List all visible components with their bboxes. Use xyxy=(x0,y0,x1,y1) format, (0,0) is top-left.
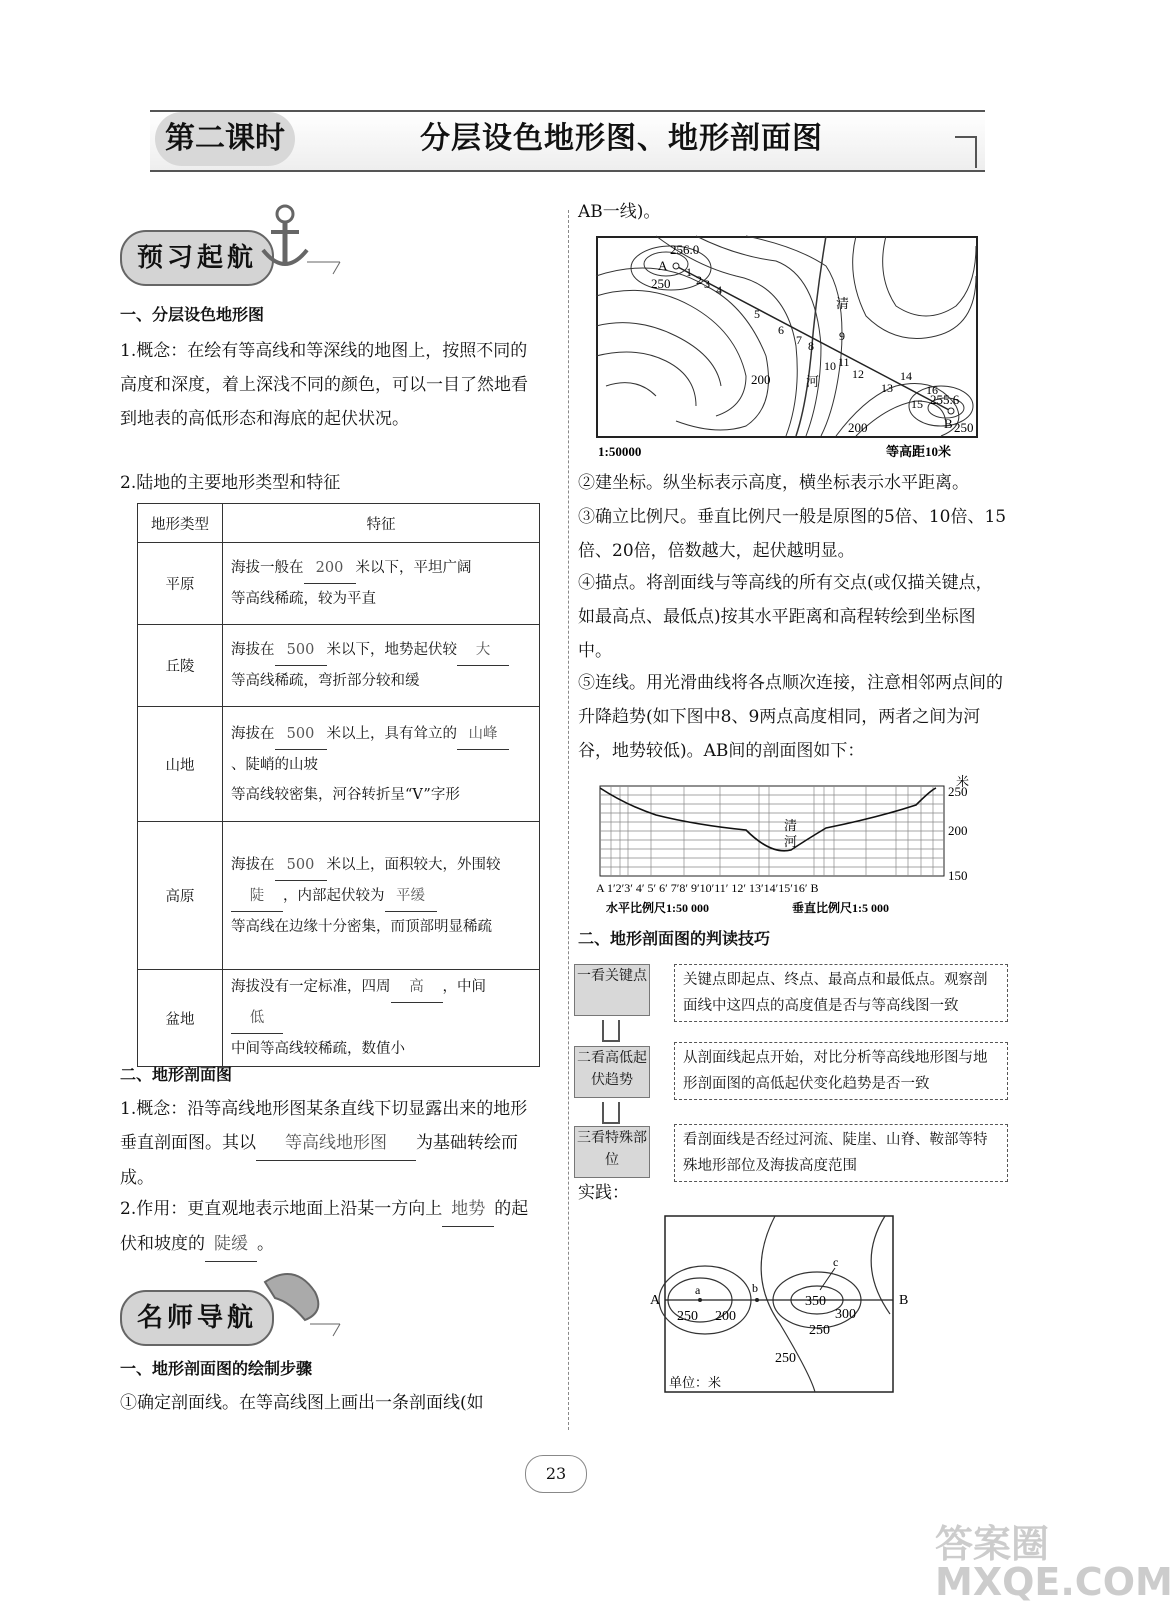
table-row: 高原 海拔在 500 米以上，面积较大，外围较 陡 ，内部起伏较为 平缓 等高线在边缘十分密集，而顶部明显稀疏 xyxy=(138,822,540,970)
column-divider xyxy=(568,210,569,1430)
landform-heading: 2.陆地的主要地形类型和特征 xyxy=(120,473,341,493)
svg-text:8: 8 xyxy=(808,339,814,353)
page-title: 分层设色地形图、地形剖面图 xyxy=(420,121,823,156)
concept-paragraph: 1.概念：在绘有等高线和等深线的地图上，按照不同的高度和深度，着上深浅不同的颜色，可以一目了然地看到地表的高低形态和海底的起伏状况。 xyxy=(120,341,528,429)
table-header-type: 地形类型 xyxy=(138,504,223,543)
svg-text:b: b xyxy=(752,1281,758,1295)
svg-text:垂直比例尺1:5 000: 垂直比例尺1:5 000 xyxy=(792,901,889,915)
svg-text:3: 3 xyxy=(704,277,710,291)
svg-text:B: B xyxy=(944,416,953,431)
svg-text:4: 4 xyxy=(716,283,722,297)
svg-text:清: 清 xyxy=(836,296,850,311)
svg-text:256.0: 256.0 xyxy=(670,242,700,257)
badge-preview: 预习起航 xyxy=(120,230,274,286)
step-3: ③确立比例尺。垂直比例尺一般是原图的5倍、10倍、15倍、20倍，倍数越大，起伏越明显。 xyxy=(578,507,1007,561)
svg-text:12: 12 xyxy=(852,367,864,381)
svg-text:11: 11 xyxy=(838,355,850,369)
svg-text:5: 5 xyxy=(754,307,760,321)
step-1-paragraph: ①确定剖面线。在等高线图上画出一条剖面线(如 xyxy=(120,1393,484,1413)
svg-text:水平比例尺1:50 000: 水平比例尺1:50 000 xyxy=(606,901,709,915)
landform-table xyxy=(137,503,540,1067)
table-row: 盆地 海拔没有一定标准，四周 高 ，中间 低 中间等高线较稀疏，数值小 xyxy=(138,970,540,1067)
step-4: ④描点。将剖面线与等高线的所有交点(或仅描关键点，如最高点、最低点)按其水平距离和高程转绘到坐标图中。 xyxy=(578,573,993,661)
header-corner xyxy=(955,136,977,168)
svg-text:7: 7 xyxy=(796,333,802,347)
table-row: 山地 海拔在 500 米以上，具有耸立的 山峰 、陡峭的山坡 等高线较密集，河谷转折呈“V”字形 xyxy=(138,707,540,822)
watermark: 答案圈 MXQE.COM xyxy=(935,1522,1173,1604)
profile-concept: 1.概念：沿等高线地形图某条直线下切显露出来的地形垂直剖面图。其以 等高线地形图 为基础转绘而成。 xyxy=(120,1099,528,1188)
svg-text:250: 250 xyxy=(809,1323,830,1338)
svg-text:清: 清 xyxy=(784,818,798,833)
step-desc-1: 关键点即起点、终点、最高点和最低点。观察剖面线中这四点的高度值是否与等高线图一致 xyxy=(674,964,1008,1022)
svg-text:14: 14 xyxy=(900,369,912,383)
contour-map-2 xyxy=(645,1214,915,1394)
step-desc-2: 从剖面线起点开始，对比分析等高线地形图与地形剖面图的高低起伏变化趋势是否一致 xyxy=(674,1042,1008,1100)
step-2: ②建坐标。纵坐标表示高度，横坐标表示水平距离。 xyxy=(578,473,969,493)
svg-text:250: 250 xyxy=(948,784,968,799)
svg-text:250: 250 xyxy=(775,1351,796,1366)
telephone-icon xyxy=(255,1262,345,1342)
svg-text:2: 2 xyxy=(696,273,702,287)
svg-text:河: 河 xyxy=(806,374,820,389)
svg-text:1: 1 xyxy=(686,265,692,279)
svg-text:250: 250 xyxy=(954,420,974,435)
svg-text:15: 15 xyxy=(911,397,923,411)
svg-text:B: B xyxy=(899,1293,909,1308)
svg-text:16: 16 xyxy=(926,383,938,397)
svg-text:等高距10米: 等高距10米 xyxy=(886,444,952,459)
table-row: 丘陵 海拔在 500 米以下，地势起伏较 大 等高线稀疏，弯折部分较和缓 xyxy=(138,625,540,707)
section-title-3: 一、地形剖面图的绘制步骤 xyxy=(120,1359,313,1378)
svg-text:9: 9 xyxy=(839,329,845,343)
svg-text:A: A xyxy=(658,258,668,273)
svg-text:a: a xyxy=(695,1283,701,1297)
step-5: ⑤连线。用光滑曲线将各点顺次连接，注意相邻两点间的升降趋势(如下图中8、9两点高度相同，两者之间为河谷，地势较低)。AB间的剖面图如下： xyxy=(578,673,1003,761)
table-row: 平原 海拔一般在 200 米以下，平坦广阔 等高线稀疏，较为平直 xyxy=(138,543,540,625)
svg-text:河: 河 xyxy=(784,834,798,849)
svg-text:200: 200 xyxy=(948,823,968,838)
svg-text:1:50000: 1:50000 xyxy=(598,444,642,459)
svg-text:250: 250 xyxy=(677,1309,698,1324)
step-desc-3: 看剖面线是否经过河流、陡崖、山脊、鞍部等特殊地形部位及海拔高度范围 xyxy=(674,1124,1008,1182)
svg-text:10: 10 xyxy=(824,359,836,373)
step-label-1: 一看关键点 xyxy=(574,964,650,1016)
badge-guide: 名师导航 xyxy=(120,1290,274,1346)
step-label-2: 二看高低起伏趋势 xyxy=(574,1046,650,1098)
svg-text:200: 200 xyxy=(715,1309,736,1324)
arrow-down-icon xyxy=(602,1102,620,1124)
svg-text:米: 米 xyxy=(956,774,970,789)
svg-text:A 1′2′3′ 4′ 5′ 6′ 7′8′ 9′1: A 1′2′3′ 4′ 5′ 6′ 7′8′ 9′10′11′ 12′ 13′14′15′16′ B xyxy=(596,881,819,895)
svg-text:300: 300 xyxy=(835,1307,856,1322)
lesson-label: 第二课时 xyxy=(155,112,295,166)
practice-label: 实践： xyxy=(578,1183,629,1203)
svg-text:255.6: 255.6 xyxy=(930,392,960,407)
contour-map-1 xyxy=(596,236,980,466)
page-number: 23 xyxy=(525,1455,587,1493)
profile-purpose: 2.作用：更直观地表示地面上沿某一方向上 地势 的起伏和坡度的 陡缓 。 xyxy=(120,1192,540,1262)
svg-text:c: c xyxy=(833,1255,839,1269)
svg-text:13: 13 xyxy=(881,381,893,395)
svg-text:200: 200 xyxy=(751,372,771,387)
profile-diagram xyxy=(596,774,986,920)
svg-text:200: 200 xyxy=(848,420,868,435)
table-header-feature: 特征 xyxy=(223,504,540,543)
arrow-down-icon xyxy=(602,1020,620,1042)
step-label-3: 三看特殊部位 xyxy=(574,1126,650,1178)
section-title-4: 二、地形剖面图的判读技巧 xyxy=(578,929,771,948)
svg-text:150: 150 xyxy=(948,868,968,883)
anchor-icon xyxy=(255,200,345,280)
svg-text:350: 350 xyxy=(805,1294,826,1309)
section-title-2: 二、地形剖面图 xyxy=(120,1065,233,1084)
step-1-continued: AB一线)。 xyxy=(578,202,661,222)
svg-text:A: A xyxy=(650,1293,661,1308)
svg-text:6: 6 xyxy=(778,323,784,337)
svg-text:250: 250 xyxy=(651,276,671,291)
section-title-1: 一、分层设色地形图 xyxy=(120,305,265,324)
svg-text:单位：米: 单位：米 xyxy=(669,1375,722,1390)
